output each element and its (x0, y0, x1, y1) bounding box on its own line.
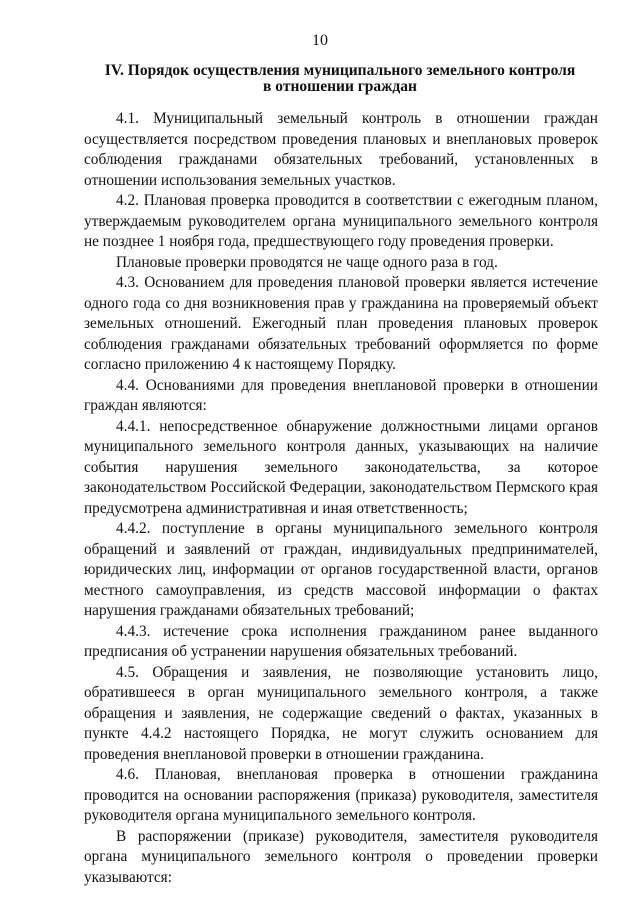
paragraph-4-1: 4.1. Муниципальный земельный контроль в отношении граждан осуществляется посредством проведения плановых и внеплановых проверок соблюдения гражданами обязательных требований, установленных в отношении использования земельных участков. (84, 110, 598, 189)
paragraph-4-5: 4.5. Обращения и заявления, не позволяющие установить лицо, обратившееся в орган муниципального земельного контроля, а также обращения и заявления, не содержащие сведений о фактах, указанных в пункте 4.4.2 настоящего Порядка, не могут служить основанием для проведения внеплановой проверки в отношении гражданина. (84, 663, 598, 763)
section-title (70, 63, 610, 95)
paragraph-order-contents: В распоряжении (приказе) руководителя, заместителя руководителя органа муниципального земельного контроля о проведении проверки указываются: (84, 827, 598, 886)
paragraph-4-3: 4.3. Основанием для проведения плановой проверки является истечение одного года со дня возникновения прав у гражданина на проверяемый объект земельных отношений. Ежегодный план проведения плановых проверок соблюдения гражданами обязательных требований оформляется по форме согласно приложению 4 к настоящему Порядку. (84, 274, 598, 373)
paragraph-4-4-3: 4.4.3. истечение срока исполнения гражданином ранее выданного предписания об устранении нарушения обязательных требований. (84, 622, 598, 660)
paragraph-4-4: 4.4. Основаниями для проведения внеплановой проверки в отношении граждан являются: (84, 376, 598, 414)
section-title-line-2: в отношении граждан (263, 78, 417, 95)
paragraph-4-4-1: 4.4.1. непосредственное обнаружение должностными лицами органов муниципального земельного контроля данных, указывающих на наличие события нарушения земельного законодательства, за которое законодательством Российской Федерации, законодательством Пермского края предусмотрена административная и иная ответственность; (84, 417, 598, 517)
paragraph-4-4-2: 4.4.2. поступление в органы муниципального земельного контроля обращений и заявлений от граждан, индивидуальных предпринимателей, юридических лиц, информации от органов государственной власти, органов местного самоуправления, из средств массовой информации о фактах нарушения гражданами обязательных требований; (84, 520, 598, 619)
page-number: 10 (312, 32, 328, 49)
paragraph-4-6: 4.6. Плановая, внеплановая проверка в отношении гражданина проводится на основании распоряжения (приказа) руководителя, заместителя руководителя органа муниципального земельного контроля. (84, 766, 598, 824)
paragraph-4-2: 4.2. Плановая проверка проводится в соответствии с ежегодным планом, утверждаемым руководителем органа муниципального земельного контроля не позднее 1 ноября года, предшествующего году проведения проверки. (84, 192, 598, 250)
section-title-line-1: IV. Порядок осуществления муниципального земельного контроля (104, 62, 576, 79)
paragraph-planned-frequency: Плановые проверки проводятся не чаще одного раза в год. (116, 253, 498, 271)
document-body (84, 109, 598, 888)
